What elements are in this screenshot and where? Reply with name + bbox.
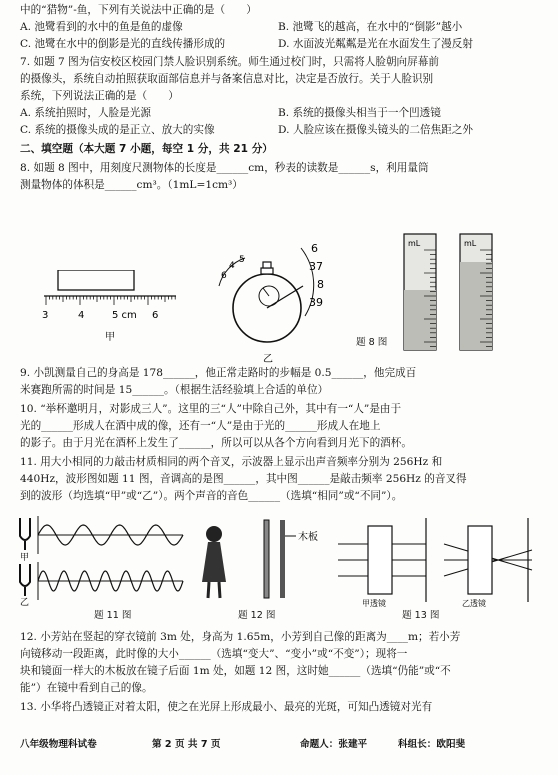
q7-option-d: D. 人脸应该在摄像头镜头的二倍焦距之外: [278, 124, 473, 136]
fig12-caption: 题 12 图: [238, 610, 276, 621]
q9-stem-2: 米赛跑所需的时间是 15______。（根据生活经验填上合适的单位）: [20, 384, 329, 396]
ruler-caption: 甲: [105, 332, 115, 342]
ruler-label-3: 3: [42, 310, 49, 321]
second-scale-39: 39: [309, 296, 323, 309]
small-scale-5: 5: [239, 255, 245, 265]
cylinder-left-liquid: [404, 290, 436, 350]
tuning-fork-bottom: [20, 564, 30, 596]
q7-stem-1: 7. 如题 7 图为信安校区校园门禁人脸识别系统。师生通过校门时，只需将人脸朝向屏幕前: [20, 56, 439, 68]
girl-head: [206, 526, 222, 542]
footer-subject: 八年级物理科试卷: [20, 739, 97, 750]
cylinder-right-unit: mL: [464, 239, 477, 248]
ruler-ticks: [46, 296, 175, 305]
mirror: [264, 520, 269, 598]
q12-stem-1: 12. 小芳站在竖起的穿衣镜前 3m 处，身高为 1.65m，小芳到自己像的距离为____m；若小芳: [20, 631, 461, 643]
board-label: 木板: [298, 532, 318, 543]
girl-legs: [208, 582, 220, 598]
stopwatch-crown: [261, 268, 273, 274]
q10-stem-3: 的影子。由于月光在酒杯上发生了______，所以可以从各个方向看到月光下的酒杯。: [20, 437, 412, 449]
q6-option-a: A. 池鹭看到的水中的鱼是鱼的虚像: [20, 21, 183, 33]
wooden-board: [280, 520, 285, 598]
lens-1-label: 甲透镜: [362, 599, 386, 608]
q7-stem-3: 系统，下列说法正确的是（ ）: [20, 90, 179, 102]
q7-stem-2: 的摄像头，系统自动拍照获取面部信息并与备案信息对比，决定是否放行。关于人脸识别: [20, 73, 434, 85]
q10-stem-1: 10. “举杯邀明月，对影成三人”。这里的三“人”中除自己外，其中有一“人”是由于: [20, 403, 402, 415]
fig8-caption: 题 8 图: [356, 337, 388, 348]
q7-option-b: B. 系统的摄像头相当于一个凹透镜: [278, 107, 441, 119]
cylinders-figure: [398, 228, 508, 358]
small-scale-6: 6: [221, 271, 227, 281]
stopwatch-figure: [205, 238, 345, 366]
tuning-fork-top: [20, 518, 30, 550]
cylinder-left-unit: mL: [408, 239, 421, 248]
second-scale-6: 6: [311, 242, 318, 255]
footer-author: 命题人：张建平: [300, 739, 368, 750]
stopwatch-button: [263, 262, 271, 268]
lens-box-2: [468, 526, 492, 594]
q12-stem-2: 向镜移动一段距离，此时像的大小______（选填“变大”、“变小”或“不变”）；现将一: [20, 648, 408, 660]
small-scale-4: 4: [229, 261, 235, 271]
cylinder-right-liquid: [460, 262, 492, 350]
q6-stem-tail: 中的“猎物”-鱼，下列有关说法中正确的是（ ）: [20, 4, 257, 16]
footer-group-leader: 科组长：欧阳斐: [398, 739, 466, 750]
second-hand: [267, 286, 303, 308]
ruler-label-6: 6: [152, 310, 159, 321]
wave-label-bottom: 乙: [20, 598, 30, 606]
q13-stem-1: 13. 小华将凸透镜正对着太阳，使之在光屏上形成最小、最亮的光斑，可知凸透镜对光有: [20, 701, 433, 713]
fig13-caption: 题 13 图: [402, 610, 440, 621]
ruler-label-4: 4: [78, 310, 85, 321]
mirror-figure: [196, 512, 326, 604]
q9-stem-1: 9. 小凯测量自己的身高是 178______，他正常走路时的步幅是 0.5______，他完成百: [20, 367, 417, 379]
q8-stem-1: 8. 如题 8 图中，用刻度尺测物体的长度是______cm，秒表的读数是______s，利用量筒: [20, 162, 429, 174]
girl-dress: [202, 542, 226, 582]
q7-option-a: A. 系统拍照时，人脸是光源: [20, 107, 151, 119]
section-heading-fill-in: 二、填空题（本大题 7 小题，每空 1 分，共 21 分）: [20, 143, 273, 155]
q11-stem-2: 440Hz，波形图如题 11 图，音调高的是图______，其中图______是敲击频率 256Hz 的音叉得: [20, 473, 467, 485]
fig11-caption: 题 11 图: [94, 610, 132, 621]
measured-block: [58, 270, 134, 290]
q11-stem-3: 到的波形（均选填“甲”或“乙”）。两个声音的音色______（选填“相同”或“不同”）。: [20, 490, 403, 502]
q12-stem-3: 块和镜面一样大的木板放在镜子后面 1m 处，如题 12 图，这时她______（选填“仍能”或“不: [20, 665, 451, 677]
waveform-figure: [18, 510, 188, 606]
second-scale-8: 8: [317, 278, 324, 291]
q12-stem-4: 能”）在镜中看到自己的像。: [20, 682, 153, 694]
minute-hand: [263, 288, 269, 296]
q7-option-c: C. 系统的摄像头成的是正立、放大的实像: [20, 124, 215, 136]
q6-option-c: C. 池鹭在水中的倒影是光的直线传播形成的: [20, 38, 226, 50]
ruler-figure: [40, 270, 180, 342]
lens-box-1: [368, 526, 392, 594]
lens-2-label: 乙透镜: [462, 599, 486, 608]
stopwatch-caption: 乙: [263, 354, 273, 365]
q6-option-d: D. 水面波光粼粼是光在水面发生了漫反射: [278, 38, 473, 50]
q11-stem-1: 11. 用大小相同的力敲击材质相同的两个音叉，示波器上显示出声音频率分别为 256Hz 和: [20, 456, 443, 468]
q8-stem-2: 测量物体的体积是______cm³。（1mL=1cm³）: [20, 179, 243, 191]
wave-label-top: 甲: [20, 553, 30, 563]
ruler-label-5cm: 5 cm: [112, 310, 137, 321]
second-scale-37: 37: [309, 260, 323, 273]
lens-figure: [336, 512, 536, 608]
q6-option-b: B. 池鹭飞的越高，在水中的“倒影”越小: [278, 21, 463, 33]
footer-page-number: 第 2 页 共 7 页: [152, 739, 221, 750]
q10-stem-2: 光的______形成人在酒中成的像，还有一“人”是由于光的______形成人在地上: [20, 420, 381, 432]
